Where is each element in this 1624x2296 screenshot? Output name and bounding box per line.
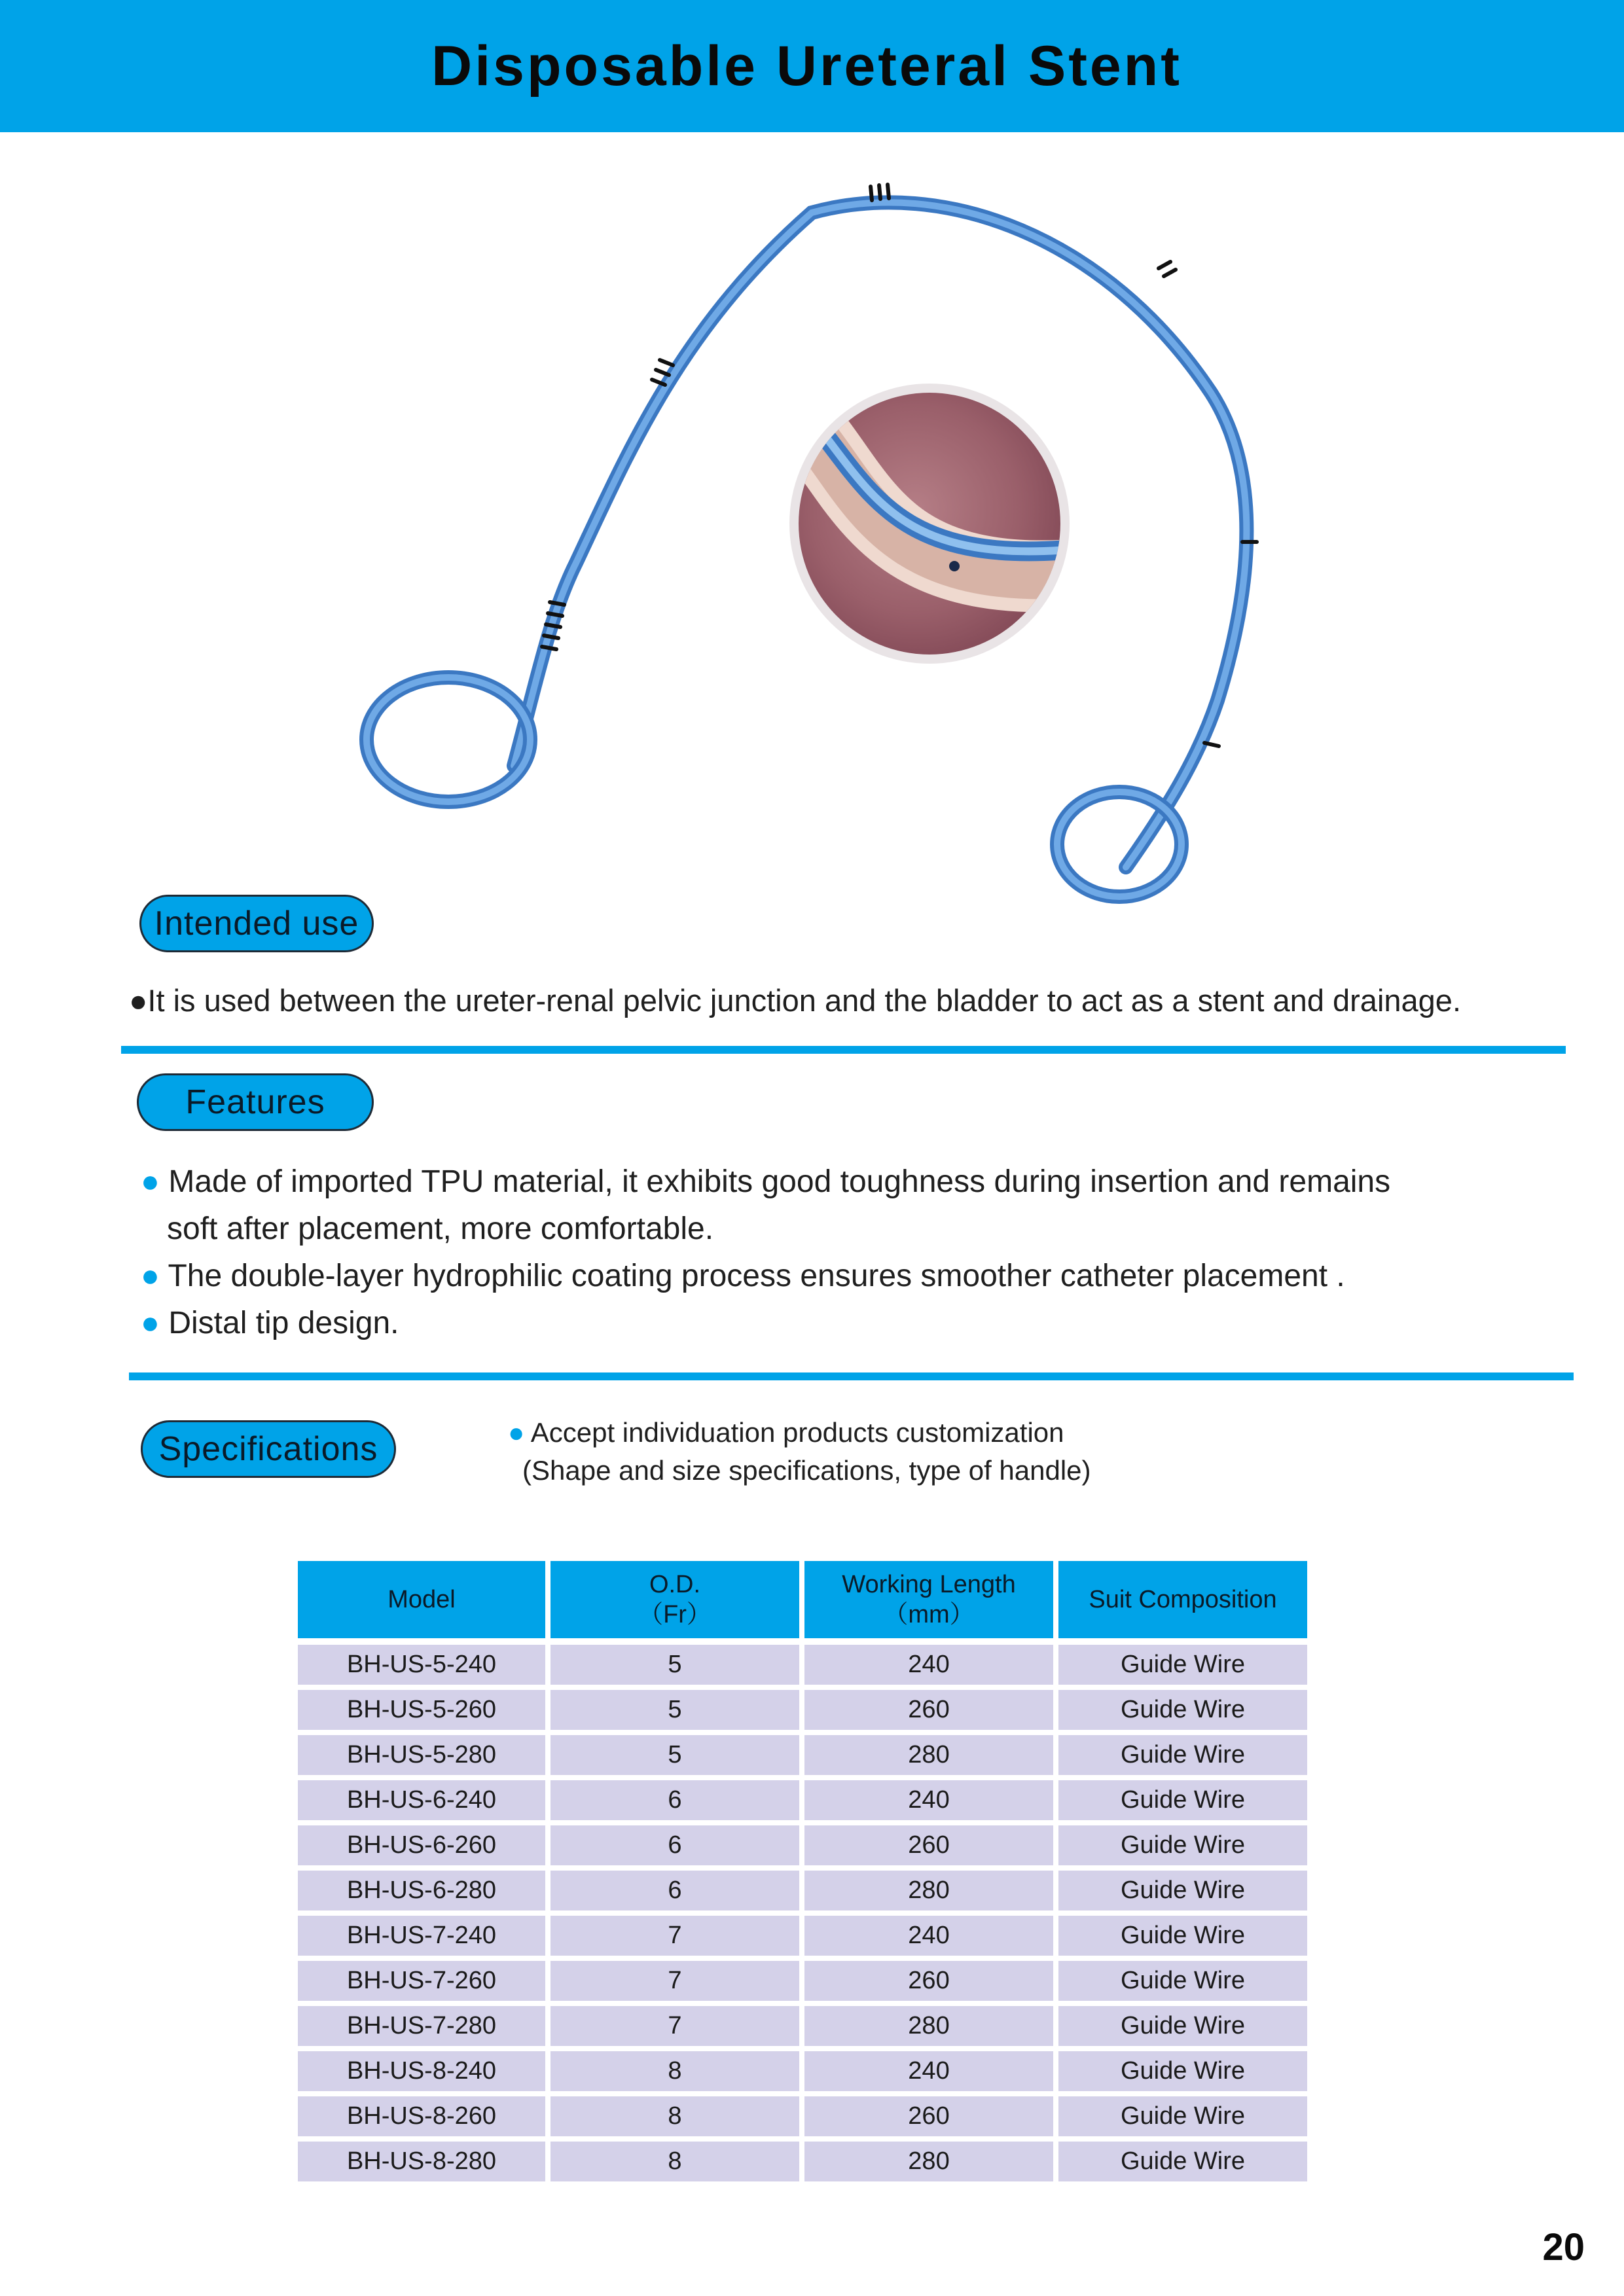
cell-working-length: 280: [804, 2006, 1053, 2046]
feature-item: ● The double-layer hydrophilic coating process ensures smoother catheter placement .: [141, 1259, 1345, 1293]
cell-od: 5: [550, 1735, 799, 1775]
cell-suit-composition: Guide Wire: [1058, 2051, 1307, 2091]
cell-suit-composition: Guide Wire: [1058, 1780, 1307, 1820]
header-working-length: Working Length （mm）: [804, 1561, 1053, 1638]
cell-od: 8: [550, 2096, 799, 2136]
cell-model: BH-US-6-280: [298, 1871, 545, 1910]
cell-od: 6: [550, 1780, 799, 1820]
cell-suit-composition: Guide Wire: [1058, 1645, 1307, 1685]
features-list: [141, 1158, 1390, 1347]
specifications-label: Specifications: [158, 1430, 378, 1468]
cell-od: 5: [550, 1645, 799, 1685]
title-banner: [0, 0, 1624, 132]
cell-suit-composition: Guide Wire: [1058, 1961, 1307, 2001]
cell-od: 7: [550, 1916, 799, 1956]
cell-suit-composition: Guide Wire: [1058, 2006, 1307, 2046]
cell-suit-composition: Guide Wire: [1058, 1871, 1307, 1910]
table-row: [298, 1780, 1307, 1820]
cell-working-length: 280: [804, 1871, 1053, 1910]
cell-working-length: 260: [804, 1961, 1053, 2001]
feature-item-continued: soft after placement, more comfortable.: [167, 1211, 714, 1246]
divider: [129, 1372, 1574, 1380]
cell-working-length: 240: [804, 2051, 1053, 2091]
header-od: O.D. （Fr）: [550, 1561, 799, 1638]
table-row: [298, 1645, 1307, 1685]
specifications-table: [298, 1561, 1307, 2187]
intended-use-heading: [139, 895, 374, 952]
specifications-heading: [141, 1420, 396, 1478]
table-row: [298, 1825, 1307, 1865]
cell-od: 6: [550, 1871, 799, 1910]
cell-od: 6: [550, 1825, 799, 1865]
cell-model: BH-US-6-240: [298, 1780, 545, 1820]
header-suit-composition: Suit Composition: [1058, 1561, 1307, 1638]
cell-suit-composition: Guide Wire: [1058, 1735, 1307, 1775]
cell-model: BH-US-5-260: [298, 1690, 545, 1730]
table-row: [298, 2096, 1307, 2136]
cell-od: 7: [550, 2006, 799, 2046]
table-row: [298, 2142, 1307, 2181]
table-header-row: [298, 1561, 1307, 1638]
cell-od: 5: [550, 1690, 799, 1730]
cell-working-length: 240: [804, 1916, 1053, 1956]
table-row: [298, 1735, 1307, 1775]
header-model: Model: [298, 1561, 545, 1638]
cell-working-length: 240: [804, 1780, 1053, 1820]
features-label: Features: [185, 1083, 325, 1121]
cell-suit-composition: Guide Wire: [1058, 1690, 1307, 1730]
cell-suit-composition: Guide Wire: [1058, 2096, 1307, 2136]
cell-od: 8: [550, 2051, 799, 2091]
cell-working-length: 280: [804, 2142, 1053, 2181]
cell-working-length: 280: [804, 1735, 1053, 1775]
table-row: [298, 1690, 1307, 1730]
cell-suit-composition: Guide Wire: [1058, 2142, 1307, 2181]
cell-model: BH-US-8-260: [298, 2096, 545, 2136]
divider: [121, 1046, 1566, 1054]
cell-model: BH-US-6-260: [298, 1825, 545, 1865]
customization-note: ● Accept individuation products customization (Shape and size specifications, type of handle): [508, 1417, 1091, 1486]
table-row: [298, 1871, 1307, 1910]
feature-item: ● Made of imported TPU material, it exhibits good toughness during insertion and remains: [141, 1164, 1391, 1199]
intended-use-label: Intended use: [154, 905, 359, 942]
cell-od: 7: [550, 1961, 799, 2001]
stent-illustration: [353, 157, 1335, 923]
cell-working-length: 240: [804, 1645, 1053, 1685]
cell-model: BH-US-8-240: [298, 2051, 545, 2091]
feature-item: ● Distal tip design.: [141, 1306, 399, 1340]
cell-working-length: 260: [804, 1825, 1053, 1865]
cell-working-length: 260: [804, 1690, 1053, 1730]
cell-working-length: 260: [804, 2096, 1053, 2136]
table-body: [298, 1645, 1307, 2181]
table-row: [298, 1961, 1307, 2001]
table-row: [298, 2006, 1307, 2046]
cell-model: BH-US-7-240: [298, 1916, 545, 1956]
page-title: Disposable Ureteral Stent: [431, 34, 1182, 98]
cell-suit-composition: Guide Wire: [1058, 1825, 1307, 1865]
intended-use-text: ●It is used between the ureter-renal pelvic junction and the bladder to act as a stent and drainage.: [129, 983, 1461, 1018]
cell-model: BH-US-7-280: [298, 2006, 545, 2046]
cell-model: BH-US-5-280: [298, 1735, 545, 1775]
table-row: [298, 2051, 1307, 2091]
table-row: [298, 1916, 1307, 1956]
page-number: 20: [1542, 2226, 1585, 2269]
features-heading: [137, 1073, 374, 1131]
cell-model: BH-US-7-260: [298, 1961, 545, 2001]
cell-model: BH-US-8-280: [298, 2142, 545, 2181]
cell-model: BH-US-5-240: [298, 1645, 545, 1685]
cell-suit-composition: Guide Wire: [1058, 1916, 1307, 1956]
ureter-inset: [785, 380, 1074, 668]
cell-od: 8: [550, 2142, 799, 2181]
